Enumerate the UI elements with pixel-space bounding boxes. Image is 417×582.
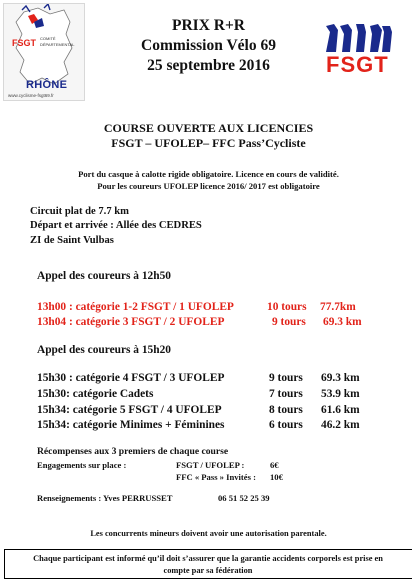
insurance-line-1: Chaque participant est informé qu’il doit s’assurer que la garantie accidents corporels est prise en xyxy=(33,554,383,563)
race-distance: 69.3 km xyxy=(321,372,360,384)
logo-left-line2: DÉPARTEMENTAL xyxy=(40,42,75,47)
race-distance: 53.9 km xyxy=(321,388,360,400)
notice-line-1: Port du casque à calotte rigide obligatoire. Licence en cours de validité. xyxy=(78,169,339,179)
race-label: 13h00 : catégorie 1-2 FSGT / 1 UFOLEP xyxy=(37,301,234,313)
info-circuit: Circuit plat de 7.7 km xyxy=(30,206,129,217)
fsgt-logo xyxy=(322,22,396,86)
logo-left-acronym: FSGT xyxy=(12,38,36,48)
race-row xyxy=(37,300,417,314)
race-distance: 61.6 km xyxy=(321,404,360,416)
fee1-value: 6€ xyxy=(270,460,279,470)
call2-title: Appel des coureurs à 15h20 xyxy=(37,344,171,356)
logo-left-url: www.cyclisme-fsgt69.fr xyxy=(8,93,54,98)
call1-title: Appel des coureurs à 12h50 xyxy=(37,270,171,282)
insurance-line-2: compte par sa fédération xyxy=(163,566,253,575)
fee1-label: FSGT / UFOLEP : xyxy=(176,460,245,470)
notice-line-2: Pour les coureurs UFOLEP licence 2016/ 2017 est obligatoire xyxy=(97,181,320,191)
race-distance: 46.2 km xyxy=(321,419,360,431)
info-zone: ZI de Saint Vulbas xyxy=(30,235,114,246)
race-tours: 9 tours xyxy=(272,316,306,328)
logo-left-region: RHÔNE xyxy=(26,79,68,91)
logo-right-acronym: FSGT xyxy=(326,52,389,77)
race-row xyxy=(37,371,417,385)
contact-label: Renseignements : Yves PERRUSSET xyxy=(37,493,173,503)
race-tours: 9 tours xyxy=(269,372,303,384)
logo-left-line1: COMITÉ xyxy=(40,36,56,41)
course-title: COURSE OUVERTE AUX LICENCIES xyxy=(103,121,314,135)
race-row xyxy=(37,403,417,417)
rewards-title: Récompenses aux 3 premiers de chaque course xyxy=(37,446,229,457)
race-tours: 8 tours xyxy=(269,404,303,416)
engagements-label: Engagements sur place : xyxy=(37,460,127,470)
race-row xyxy=(37,315,417,329)
course-federations: FSGT – UFOLEP– FFC Pass’Cycliste xyxy=(111,136,306,150)
minors-notice: Les concurrents mineurs doivent avoir une autorisation parentale. xyxy=(90,529,327,538)
race-tours: 6 tours xyxy=(269,419,303,431)
race-label: 15h30 : catégorie 4 FSGT / 3 UFOLEP xyxy=(37,372,225,384)
race-label: 15h34: catégorie 5 FSGT / 4 UFOLEP xyxy=(37,404,222,416)
title-line-2: Commission Vélo 69 xyxy=(141,37,276,54)
info-depart: Départ et arrivée : Allée des CEDRES xyxy=(30,220,202,231)
race-label: 15h34: catégorie Minimes + Féminines xyxy=(37,419,225,431)
race-distance: 69.3 km xyxy=(323,316,362,328)
race-row xyxy=(37,418,417,432)
title-line-3: 25 septembre 2016 xyxy=(147,57,270,74)
race-tours: 10 tours xyxy=(267,301,307,313)
raised-fists-icon xyxy=(322,22,396,56)
race-row xyxy=(37,387,417,401)
race-distance: 77.7km xyxy=(320,301,356,313)
title-line-1: PRIX R+R xyxy=(172,17,245,34)
contact-phone: 06 51 52 25 39 xyxy=(218,493,270,503)
fee2-label: FFC « Pass » Invités : xyxy=(176,472,256,482)
race-tours: 7 tours xyxy=(269,388,303,400)
race-label: 13h04 : catégorie 3 FSGT / 2 UFOLEP xyxy=(37,316,225,328)
race-label: 15h30: catégorie Cadets xyxy=(37,388,154,400)
fee2-value: 10€ xyxy=(270,472,283,482)
